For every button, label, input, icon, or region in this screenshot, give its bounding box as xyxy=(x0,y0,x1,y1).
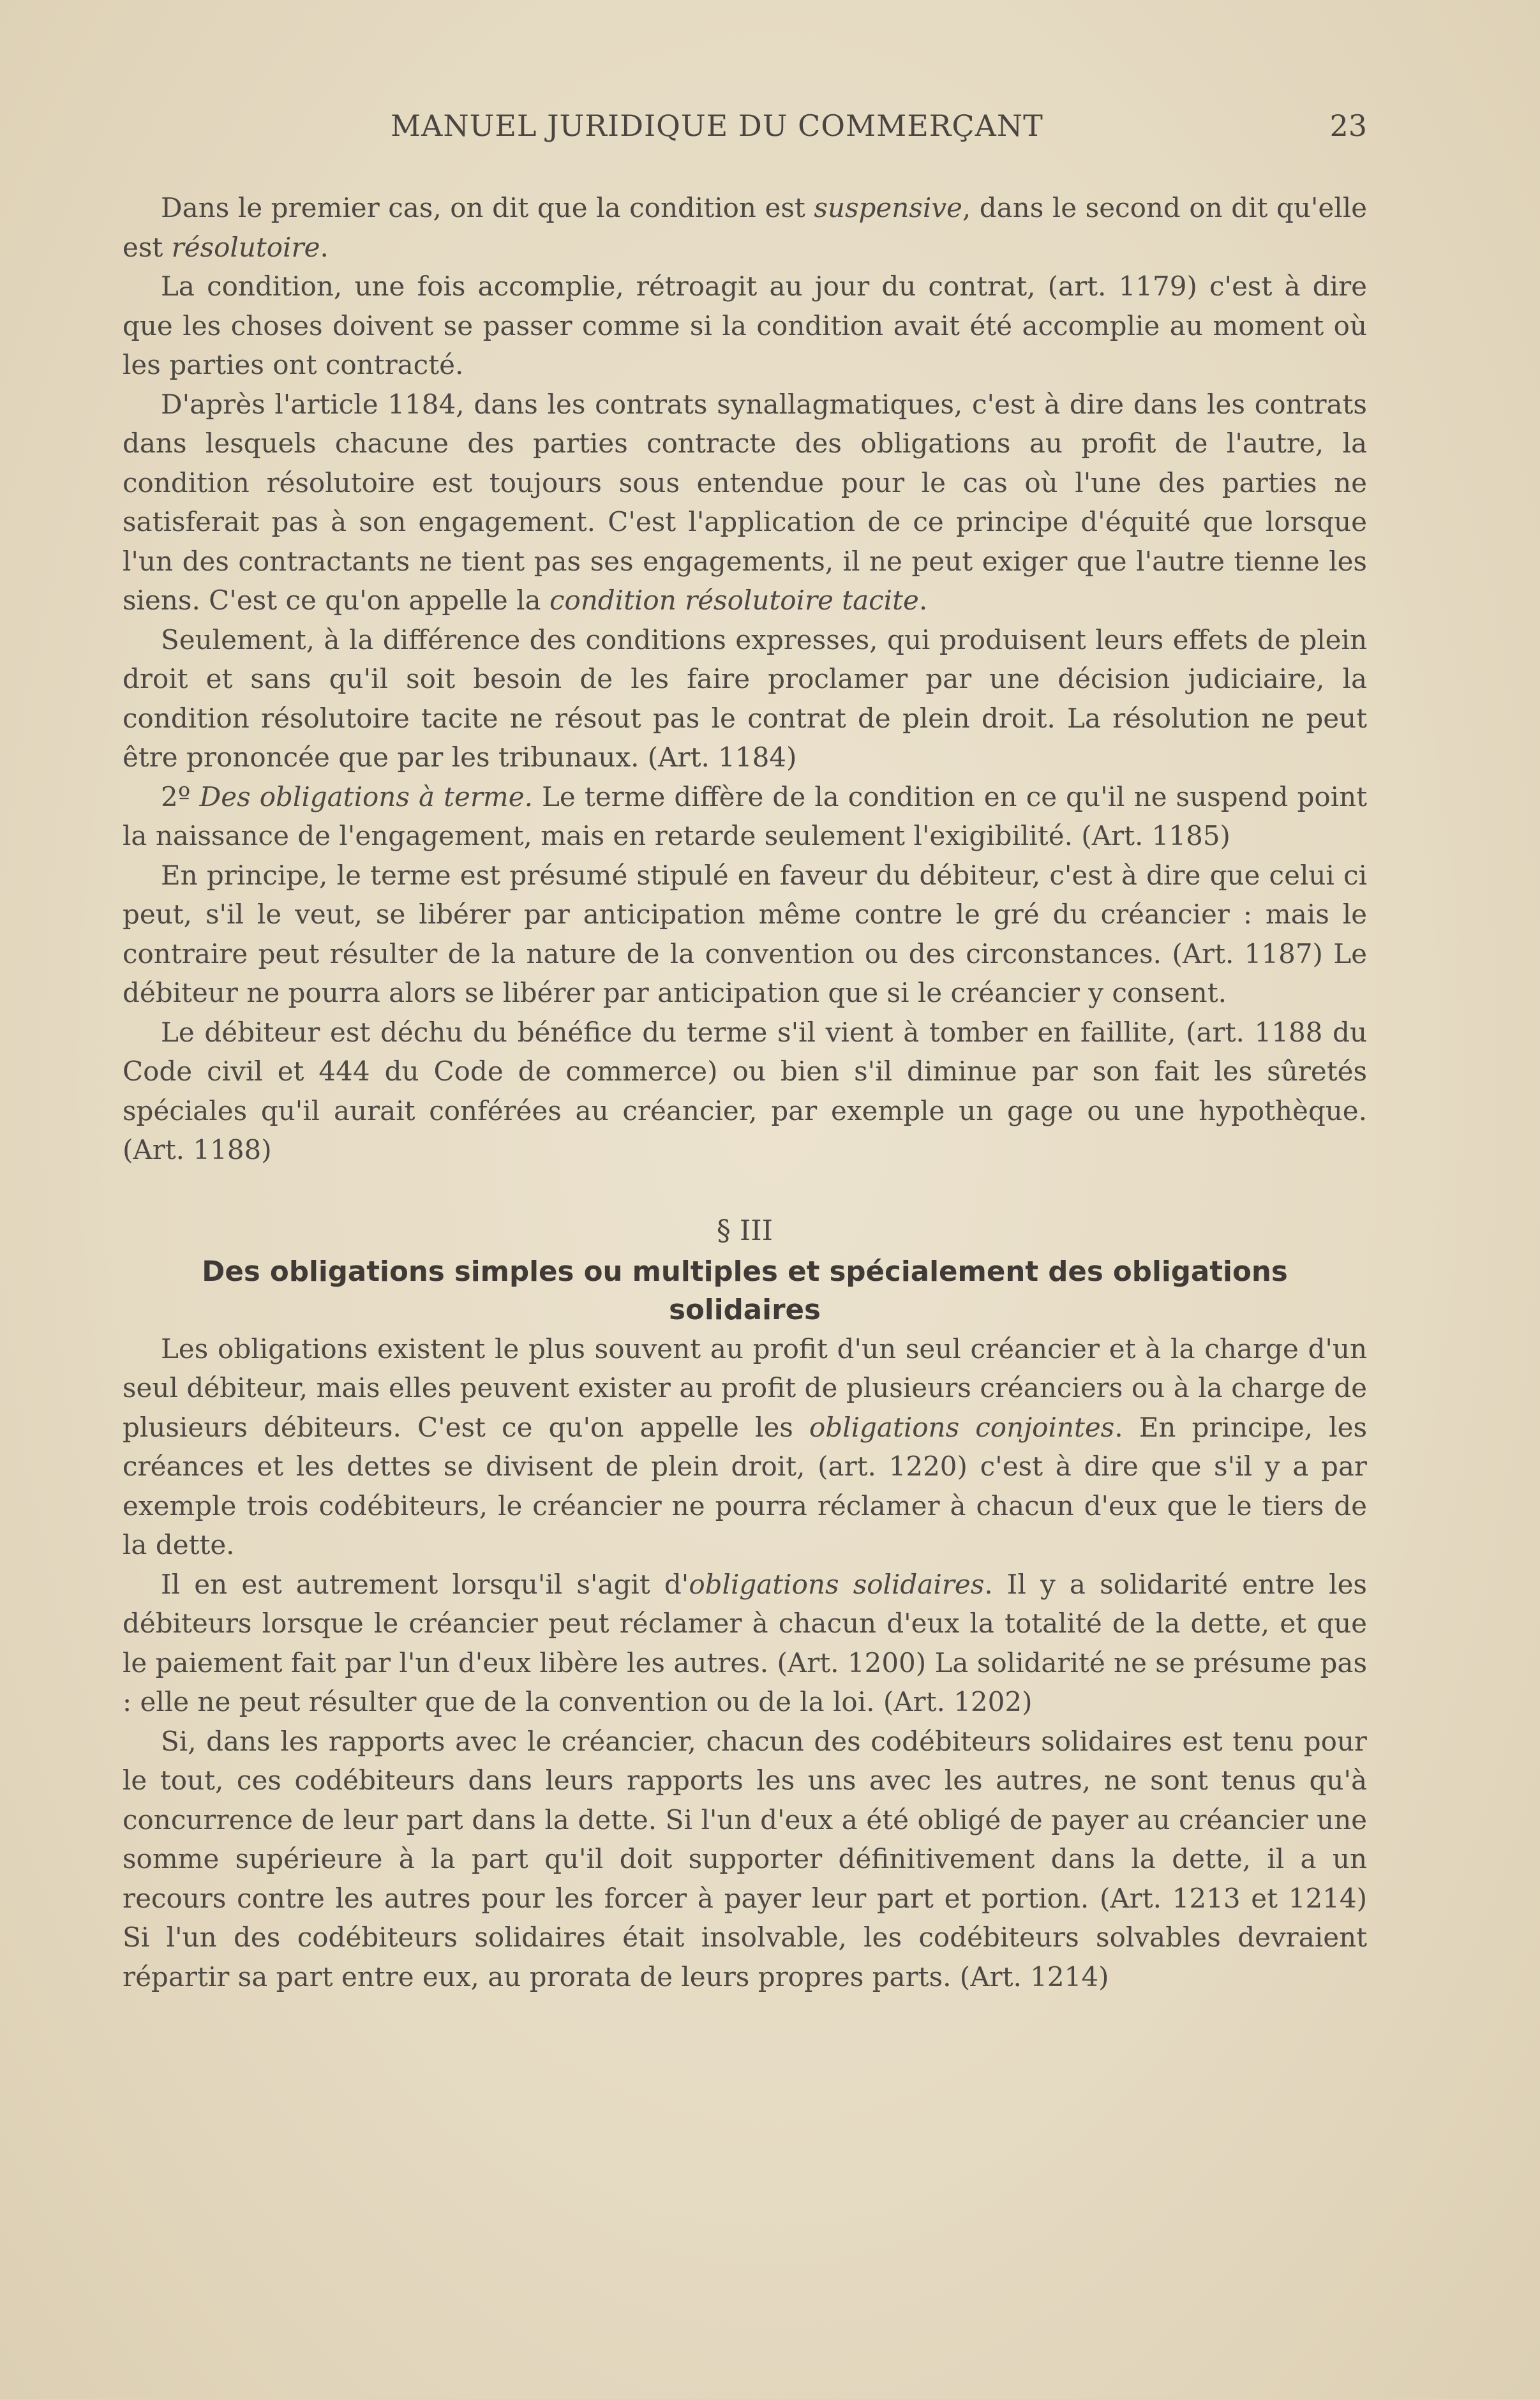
paragraphs-after-section xyxy=(123,1329,1367,1997)
paragraph-text: Dans le premier cas, on dit que la condition est xyxy=(161,192,814,223)
paragraph-text: D'après l'article 1184, dans les contrats synallagmatiques, c'est à dire dans les contrats dans lesquels chacune des parties contracte des obligations au profit de l'autre, la condition résolutoire est toujours sous entendue pour le cas où l'une des parties ne satisferait pas à son engagement. C'est l'application de ce principe d'équité que lorsque l'un des contractants ne tient pas ses engagements, il ne peut exiger que l'autre tienne les siens. C'est ce qu'on appelle la xyxy=(123,388,1367,616)
page-body xyxy=(123,188,1367,1996)
italic-term: suspensive xyxy=(814,192,962,223)
paragraph-text: Le débiteur est déchu du bénéfice du terme s'il vient à tomber en faillite, (art. 1188 du Code civil et 444 du Code de commerce) ou bien s'il diminue par son fait les sûretés spéciales qu'il aurait conférées au créancier, par exemple un gage ou une hypothèque. (Art. 1188) xyxy=(123,1016,1367,1165)
paragraph xyxy=(123,856,1367,1013)
paragraph xyxy=(123,1329,1367,1565)
paragraph-text: Il en est autrement lorsqu'il s'agit d' xyxy=(161,1568,689,1600)
italic-term: obligations conjointes xyxy=(809,1411,1115,1443)
paragraph-text: Les obligations existent le plus souvent au profit d'un seul créancier et à la charge d'un seul débiteur, mais elles peuvent exister au profit de plusieurs créanciers ou à la charge de plusieurs débiteurs. C'est ce qu'on appelle les xyxy=(123,1333,1367,1443)
paragraph xyxy=(123,1565,1367,1722)
paragraph-text: . Il y a solidarité entre les débiteurs lorsque le créancier peut réclamer à chacun d'eux la totalité de la dette, et que le paiement fait par l'un d'eux libère les autres. (Art. 1200) La solidarité ne se présume pas : elle ne peut résulter que de la convention ou de la loi. (Art. 1202) xyxy=(123,1568,1367,1717)
page-number: 23 xyxy=(1329,108,1367,143)
italic-term: obligations solidaires xyxy=(689,1568,985,1600)
paragraph-text: Si, dans les rapports avec le créancier, chacun des codébiteurs solidaires est tenu pour le tout, ces codébiteurs dans leurs rapports les uns avec les autres, ne sont tenus qu'à concurrence de leur part dans la dette. Si l'un d'eux a été obligé de payer au créancier une somme supérieure à la part qu'il doit supporter définitivement dans la dette, il a un recours contre les autres pour les forcer à payer leur part et portion. (Art. 1213 et 1214) Si l'un des codébiteurs solidaires était insolvable, les codébiteurs solvables devraient répartir sa part entre eux, au prorata de leurs propres parts. (Art. 1214) xyxy=(123,1725,1367,1992)
paragraph xyxy=(123,1722,1367,1997)
paragraph xyxy=(123,188,1367,267)
italic-term: résolutoire xyxy=(171,231,320,263)
paragraph xyxy=(123,620,1367,777)
paragraph-text: Seulement, à la différence des conditions expresses, qui produisent leurs effets de plein droit et sans qu'il soit besoin de les faire proclamer par une décision judiciaire, la condition résolutoire tacite ne résout pas le contrat de plein droit. La résolution ne peut être prononcée que par les tribunaux. (Art. 1184) xyxy=(123,624,1367,773)
paragraph-text: , dans le second on dit qu'elle est xyxy=(123,192,1367,263)
paragraph xyxy=(123,1013,1367,1170)
page-header xyxy=(391,108,1367,153)
paragraph-text: . xyxy=(918,585,928,616)
italic-term: Des obligations à terme. xyxy=(199,781,533,812)
paragraph-text: . xyxy=(320,231,329,263)
paragraph-text: 2º xyxy=(161,781,200,812)
italic-term: condition résolutoire tacite xyxy=(549,585,919,616)
paragraph-text: En principe, le terme est présumé stipulé en faveur du débiteur, c'est à dire que celui ci peut, s'il le veut, se libérer par anticipation même contre le gré du créancier : mais le contraire peut résulter de la nature de la convention ou des circonstances. (Art. 1187) Le débiteur ne pourra alors se libérer par anticipation que si le créancier y consent. xyxy=(123,859,1367,1008)
paragraph-text: Le terme diffère de la condition en ce qu'il ne suspend point la naissance de l'engagement, mais en retarde seulement l'exigibilité. (Art. 1185) xyxy=(123,781,1367,851)
paragraphs-before-section xyxy=(123,188,1367,1170)
paragraph xyxy=(123,267,1367,385)
paragraph-text: . En principe, les créances et les dettes se divisent de plein droit, (art. 1220) c'est à dire que s'il y a par exemple trois codébiteurs, le créancier ne pourra réclamer à chacun d'eux que le tiers de la dette. xyxy=(123,1411,1368,1560)
running-title: MANUEL JURIDIQUE DU COMMERÇANT xyxy=(391,108,1043,143)
section-heading: Des obligations simples ou multiples et spécialement des obligations solidaires xyxy=(202,1255,1288,1326)
paragraph xyxy=(123,777,1367,856)
paragraph-text: La condition, une fois accomplie, rétroagit au jour du contrat, (art. 1179) c'est à dire que les choses doivent se passer comme si la condition avait été accomplie au moment où les parties ont contracté. xyxy=(123,271,1367,380)
section-mark: § III xyxy=(716,1214,774,1247)
paragraph xyxy=(123,385,1367,620)
